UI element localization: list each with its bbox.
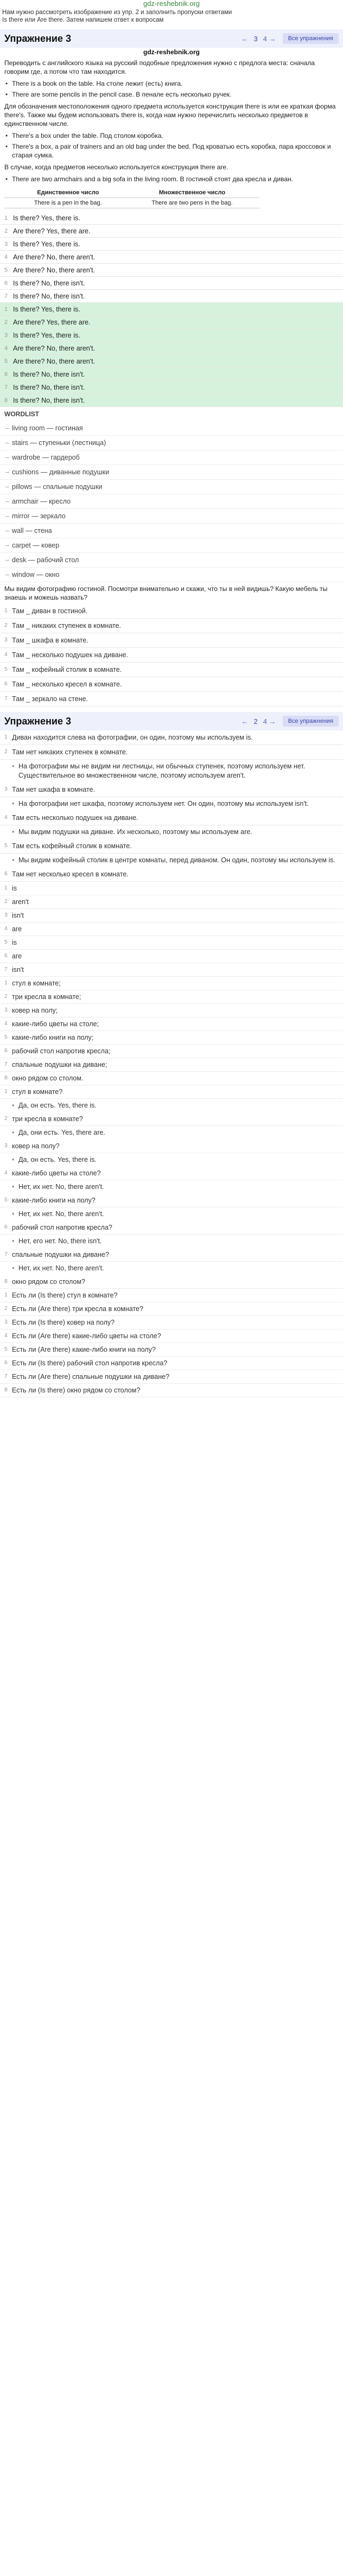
task-item: 7 Там _ зеркало на стене. bbox=[0, 692, 343, 707]
explanation-blocks bbox=[0, 730, 343, 882]
qa-answer: • Да, он есть. Yes, there is. bbox=[0, 1099, 343, 1112]
task-item: 2 Там _ никаких ступенек в комнате. bbox=[0, 619, 343, 633]
short-answer: 6 are bbox=[0, 950, 343, 963]
task-item: 3 Там _ шкафа в комнате. bbox=[0, 633, 343, 648]
wordlist bbox=[0, 421, 343, 582]
word-item: – living room — гостиная bbox=[0, 421, 343, 436]
explanation-note: • На фотографии мы не видим ни лестницы, ни обычных ступенек, поэтому используем нет. Существительное во множественном числе, поэтому используем aren't. bbox=[0, 760, 343, 783]
question-item: 4 какие-либо цветы на столе; bbox=[0, 1017, 343, 1031]
question-list bbox=[0, 977, 343, 1085]
word-item: – mirror — зеркало bbox=[0, 509, 343, 524]
explanation-note: • Мы видим кофейный столик в центре комнаты, перед диваном. Он один, поэтому мы используем is. bbox=[0, 854, 343, 867]
question-item: 7 спальные подушки на диване; bbox=[0, 1058, 343, 1072]
question-item: 5 какие-либо книги на полу; bbox=[0, 1031, 343, 1045]
qa-question: 8 окно рядом со столом? bbox=[0, 1275, 343, 1289]
answer-line: 7 Is there? No, there isn't. bbox=[0, 290, 343, 303]
qa-answer: • Нет, их нет. No, there aren't. bbox=[0, 1180, 343, 1194]
exercise-pager bbox=[241, 35, 276, 43]
word-item: – window — окно bbox=[0, 568, 343, 582]
answer-line: 5 Are there? No, there aren't. bbox=[0, 264, 343, 277]
example-bullet: • There are some pencils in the pencil case. В пенале есть несколько ручек. bbox=[0, 89, 343, 100]
qa-list bbox=[0, 1085, 343, 1289]
exercise-title: Упражнение 3 bbox=[4, 715, 71, 727]
watermark: gdz-reshebnik.org bbox=[143, 48, 200, 56]
qa-answer: • Нет, их нет. No, there aren't. bbox=[0, 1207, 343, 1221]
next-page-button[interactable]: 4 → bbox=[263, 717, 276, 726]
task-list bbox=[0, 604, 343, 707]
all-exercises-button[interactable]: Все упражнения bbox=[283, 33, 339, 44]
prev-arrow-icon[interactable]: ← bbox=[241, 717, 249, 726]
qa-question: 3 ковер на полу? bbox=[0, 1140, 343, 1153]
question-item: 1 стул в комнате; bbox=[0, 977, 343, 990]
short-answer: 4 are bbox=[0, 923, 343, 936]
explanation-note: • Мы видим подушки на диване. Их несколько, поэтому мы используем are. bbox=[0, 825, 343, 839]
word-item: – pillows — спальные подушки bbox=[0, 480, 343, 494]
prev-arrow-icon[interactable]: ← bbox=[241, 34, 249, 43]
qa-question: 5 какие-либо книги на полу? bbox=[0, 1194, 343, 1207]
word-item: – wardrobe — гардероб bbox=[0, 450, 343, 465]
qa-question: 2 три кресла в комнате? bbox=[0, 1112, 343, 1126]
table-header bbox=[4, 188, 11, 198]
final-item: 2 Есть ли (Are there) три кресла в комнате? bbox=[0, 1302, 343, 1316]
explanation-item: 1 Диван находится слева на фотографии, он один, поэтому мы используем is. bbox=[0, 730, 343, 745]
task-item: 6 Там _ несколько кресел в комнате. bbox=[0, 677, 343, 692]
word-item: – cushions — диванные подушки bbox=[0, 465, 343, 480]
final-item: 4 Есть ли (Are there) какие-либо цветы на столе? bbox=[0, 1330, 343, 1343]
word-item: – armchair — кресло bbox=[0, 494, 343, 509]
final-item: 6 Есть ли (Is there) рабочий стол напротив кресла? bbox=[0, 1357, 343, 1370]
final-item: 5 Есть ли (Are there) какие-либо книги на полу? bbox=[0, 1343, 343, 1357]
short-answer: 2 aren't bbox=[0, 895, 343, 909]
short-answer: 1 is bbox=[0, 882, 343, 895]
short-answers bbox=[0, 882, 343, 977]
answer-line: 1 Is there? Yes, there is. bbox=[0, 212, 343, 225]
word-item: – carpet — ковер bbox=[0, 538, 343, 553]
final-item: 7 Есть ли (Are there) спальные подушки на диване? bbox=[0, 1370, 343, 1384]
table-header-row bbox=[4, 188, 259, 198]
answers-green-list bbox=[0, 303, 343, 407]
table-header: Единственное число bbox=[11, 188, 125, 198]
grammar-table bbox=[4, 188, 259, 208]
question-item: 6 рабочий стол напротив кресла; bbox=[0, 1045, 343, 1058]
explanation-item: 6 Там нет несколько кресел в комнате. bbox=[0, 867, 343, 882]
page-number: 3 bbox=[253, 34, 258, 43]
explanation-item: 4 Там есть несколько подушек на диване. bbox=[0, 811, 343, 825]
explanation-item: 2 Там нет никаких ступенек в комнате. bbox=[0, 745, 343, 760]
qa-question: 4 какие-либо цветы на столе? bbox=[0, 1167, 343, 1180]
page-number: 2 bbox=[253, 717, 258, 726]
qa-answer: • Да, они есть. Yes, there are. bbox=[0, 1126, 343, 1140]
final-item: 8 Есть ли (Is there) окно рядом со столом? bbox=[0, 1384, 343, 1397]
qa-answer: • Да, он есть. Yes, there is. bbox=[0, 1153, 343, 1167]
wordlist-title: WORDLIST bbox=[4, 410, 39, 418]
explanation-paragraph: Для обозначения местоположения одного предмета используется конструкция there is или ее краткая форма there's. Также мы будем использовать there is, когда нам нужно перечислить несколько предметов в единственном числе. bbox=[4, 103, 336, 128]
explanation-note: • На фотографии нет шкафа, поэтому используем нет. Он один, поэтому мы используем isn't. bbox=[0, 797, 343, 811]
intro-line-1: Нам нужно рассмотреть изображение из упр. 2 и заполнить пропуски ответами bbox=[2, 9, 232, 16]
qa-answer: • Нет, их нет. No, there aren't. bbox=[0, 1262, 343, 1275]
table-row bbox=[4, 198, 259, 208]
task-item: 5 Там _ кофейный столик в комнате. bbox=[0, 663, 343, 677]
intro-text bbox=[0, 8, 343, 24]
explanation-paragraph: Переводить с английского языка на русский подобные предложения нужно с предлога места: сначала говорим где, а потом что там находится. bbox=[4, 59, 315, 75]
example-bullet: • There's a box, a pair of trainers and an old bag under the bed. Под кроватью есть коробка, пара кроссовок и старая сумка. bbox=[0, 141, 343, 161]
exercise-title: Упражнение 3 bbox=[4, 33, 71, 44]
final-item: 1 Есть ли (Is there) стул в комнате? bbox=[0, 1289, 343, 1302]
site-logo[interactable]: gdz-reshebnik.org bbox=[143, 0, 200, 8]
qa-question: 1 стул в комнате? bbox=[0, 1085, 343, 1099]
qa-answer: • Нет, его нет. No, there isn't. bbox=[0, 1235, 343, 1248]
task-item: 4 Там _ несколько подушек на диване. bbox=[0, 648, 343, 663]
answer-line: 7 Is there? No, there isn't. bbox=[0, 381, 343, 394]
answer-line: 4 Are there? No, there aren't. bbox=[0, 251, 343, 264]
explanation-item: 3 Там нет шкафа в комнате. bbox=[0, 783, 343, 797]
exercise-header bbox=[0, 29, 343, 48]
task-text: Мы видим фотографию гостиной. Посмотри внимательно и скажи, что ты в ней видишь? Какую мебель ты знаешь и можешь назвать? bbox=[4, 585, 328, 601]
table-cell: There are two pens in the bag. bbox=[125, 198, 259, 208]
word-item: – desk — рабочий стол bbox=[0, 553, 343, 568]
explanation-paragraph: В случае, когда предметов несколько используется конструкция there are. bbox=[4, 163, 228, 171]
word-item: – wall — стена bbox=[0, 524, 343, 538]
answer-line: 5 Are there? No, there aren't. bbox=[0, 355, 343, 368]
answer-line: 3 Is there? Yes, there is. bbox=[0, 238, 343, 251]
table-header: Множественное число bbox=[125, 188, 259, 198]
short-answer: 5 is bbox=[0, 936, 343, 950]
exercise-pager bbox=[241, 717, 276, 726]
qa-question: 7 спальные подушки на диване? bbox=[0, 1248, 343, 1262]
answers-list bbox=[0, 212, 343, 303]
example-bullet: • There are two armchairs and a big sofa in the living room. В гостиной стоят два кресла и диван. bbox=[0, 174, 343, 185]
answer-line: 3 Is there? Yes, there is. bbox=[0, 329, 343, 342]
example-bullet: • There is a book on the table. На столе лежит (есть) книга. bbox=[0, 78, 343, 89]
example-bullet: • There's a box under the table. Под столом коробка. bbox=[0, 130, 343, 141]
question-item: 2 три кресла в комнате; bbox=[0, 990, 343, 1004]
answer-line: 6 Is there? No, there isn't. bbox=[0, 368, 343, 381]
short-answer: 3 isn't bbox=[0, 909, 343, 923]
question-item: 8 окно рядом со столом. bbox=[0, 1072, 343, 1085]
exercise-header-2 bbox=[0, 712, 343, 730]
table-cell bbox=[4, 198, 11, 208]
answer-line: 6 Is there? No, there isn't. bbox=[0, 277, 343, 290]
answer-line: 2 Are there? Yes, there are. bbox=[0, 316, 343, 329]
word-item: – stairs — ступеньки (лестница) bbox=[0, 436, 343, 450]
question-item: 3 ковер на полу; bbox=[0, 1004, 343, 1017]
next-page-button[interactable]: 4 → bbox=[263, 34, 276, 43]
qa-question: 6 рабочий стол напротив кресла? bbox=[0, 1221, 343, 1235]
short-answer: 7 isn't bbox=[0, 963, 343, 977]
table-cell: There is a pen in the bag. bbox=[11, 198, 125, 208]
intro-line-2: Is there или Are there. Затем напишем ответ к вопросам bbox=[2, 17, 164, 23]
answer-line: 1 Is there? Yes, there is. bbox=[0, 303, 343, 316]
watermark-row bbox=[0, 48, 343, 56]
all-exercises-button[interactable]: Все упражнения bbox=[283, 716, 339, 727]
final-list bbox=[0, 1289, 343, 1397]
final-item: 3 Есть ли (Is there) ковер на полу? bbox=[0, 1316, 343, 1330]
task-item: 1 Там _ диван в гостиной. bbox=[0, 604, 343, 619]
answer-line: 2 Are there? Yes, there are. bbox=[0, 225, 343, 238]
answer-line: 8 Is there? No, there isn't. bbox=[0, 394, 343, 407]
answer-line: 4 Are there? No, there aren't. bbox=[0, 342, 343, 355]
explanation-item: 5 Там есть кофейный столик в комнате. bbox=[0, 839, 343, 854]
